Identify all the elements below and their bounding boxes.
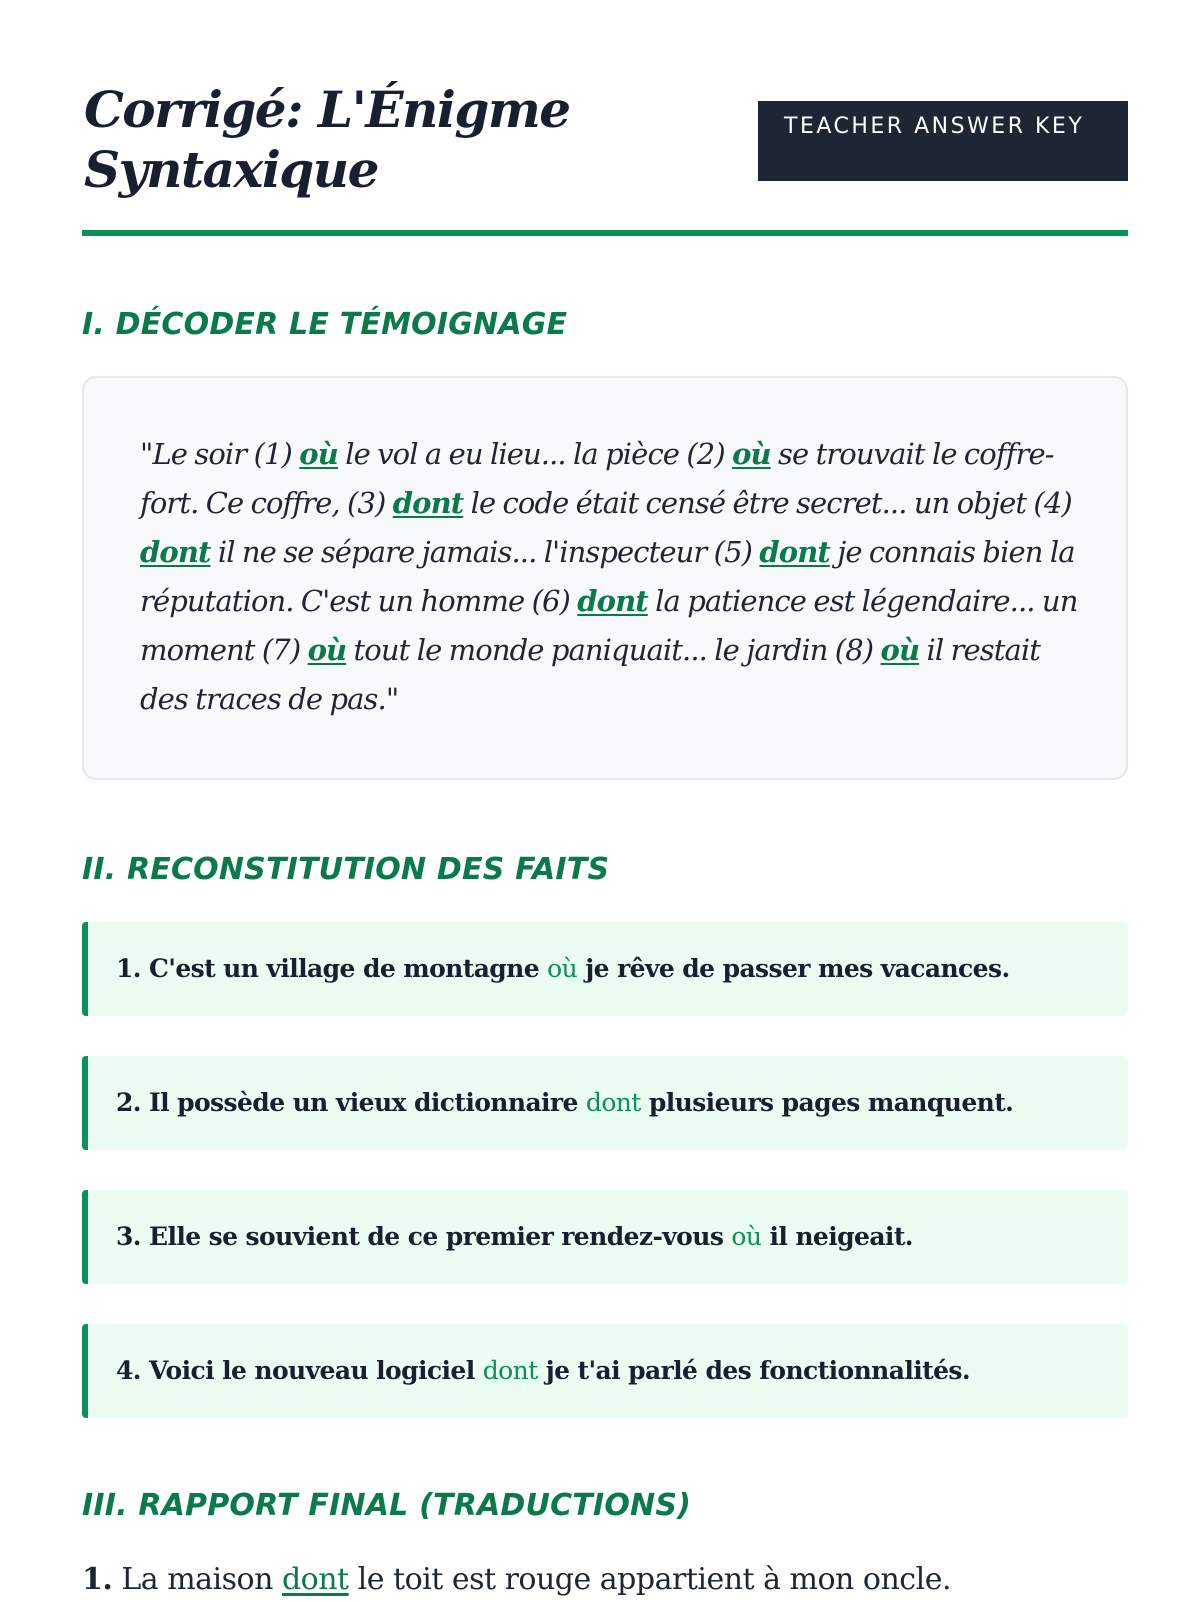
fact-item-1 [82, 922, 1128, 1016]
fact-text: 2. Il possède un vieux dictionnaire [116, 1088, 586, 1117]
answer-1: où [299, 437, 338, 471]
fact-answer: où [547, 954, 578, 983]
page-title-line-1: Corrigé: L'Énigme [84, 80, 570, 139]
report-item-text: La maison [112, 1562, 282, 1597]
testimony-text [140, 430, 1086, 724]
answer-8: où [880, 633, 920, 667]
fact-text: il neigeait. [761, 1222, 913, 1251]
fact-item-4 [82, 1324, 1128, 1418]
fact-item-2 [82, 1056, 1128, 1150]
answer-7: où [307, 633, 347, 667]
report-item-1 [82, 1558, 951, 1602]
fact-text: plusieurs pages manquent. [640, 1088, 1014, 1117]
fact-answer: dont [482, 1356, 538, 1385]
answer-key-page [82, 0, 1128, 1597]
answer-2: où [732, 437, 771, 471]
testimony-text-segment: je connais bien la réputation. C'est un homme (6) [140, 535, 1075, 618]
answer-5: dont [759, 535, 830, 569]
fact-answer: dont [585, 1088, 641, 1117]
fact-text: je t'ai parlé des fonctionnalités. [537, 1356, 970, 1385]
testimony-text-segment: tout le monde paniquait... le jardin (8) [346, 633, 881, 667]
section-title-decoder: I. DÉCODER LE TÉMOIGNAGE [82, 307, 568, 342]
page-title-line-2: Syntaxique [84, 140, 378, 199]
page-header [82, 0, 1128, 236]
testimony-text-segment: il ne se sépare jamais... l'inspecteur (5) [210, 535, 760, 569]
fact-answer: où [731, 1222, 762, 1251]
testimony-text-segment: il restait des traces de pas." [140, 633, 1041, 716]
teacher-answer-key-badge: TEACHER ANSWER KEY [758, 101, 1128, 181]
page-title [84, 80, 644, 200]
report-item-answer: dont [281, 1562, 349, 1597]
fact-text: je rêve de passer mes vacances. [577, 954, 1010, 983]
testimony-text-segment: se trouvait le coffre-fort. Ce coffre, (3) [140, 437, 1054, 520]
answer-6: dont [577, 584, 648, 618]
testimony-text-segment: la patience est légendaire... un moment (7) [140, 584, 1078, 667]
testimony-text-segment: le code était censé être secret... un objet (4) [463, 486, 1072, 520]
fact-text: 1. C'est un village de montagne [116, 954, 548, 983]
fact-item-3 [82, 1190, 1128, 1284]
answer-4: dont [140, 535, 211, 569]
fact-text: 3. Elle se souvient de ce premier rendez-vous [116, 1222, 732, 1251]
section-title-reconstitution: II. RECONSTITUTION DES FAITS [82, 852, 610, 887]
report-item-text: le toit est rouge appartient à mon oncle. [348, 1562, 951, 1597]
testimony-box [82, 376, 1128, 780]
testimony-text-segment: "Le soir (1) [140, 437, 300, 471]
section-title-rapport-final: III. RAPPORT FINAL (TRADUCTIONS) [82, 1488, 692, 1523]
testimony-text-segment: le vol a eu lieu... la pièce (2) [337, 437, 733, 471]
fact-text: 4. Voici le nouveau logiciel [116, 1356, 483, 1385]
report-item-number: 1. [82, 1562, 113, 1597]
answer-3: dont [392, 486, 464, 520]
